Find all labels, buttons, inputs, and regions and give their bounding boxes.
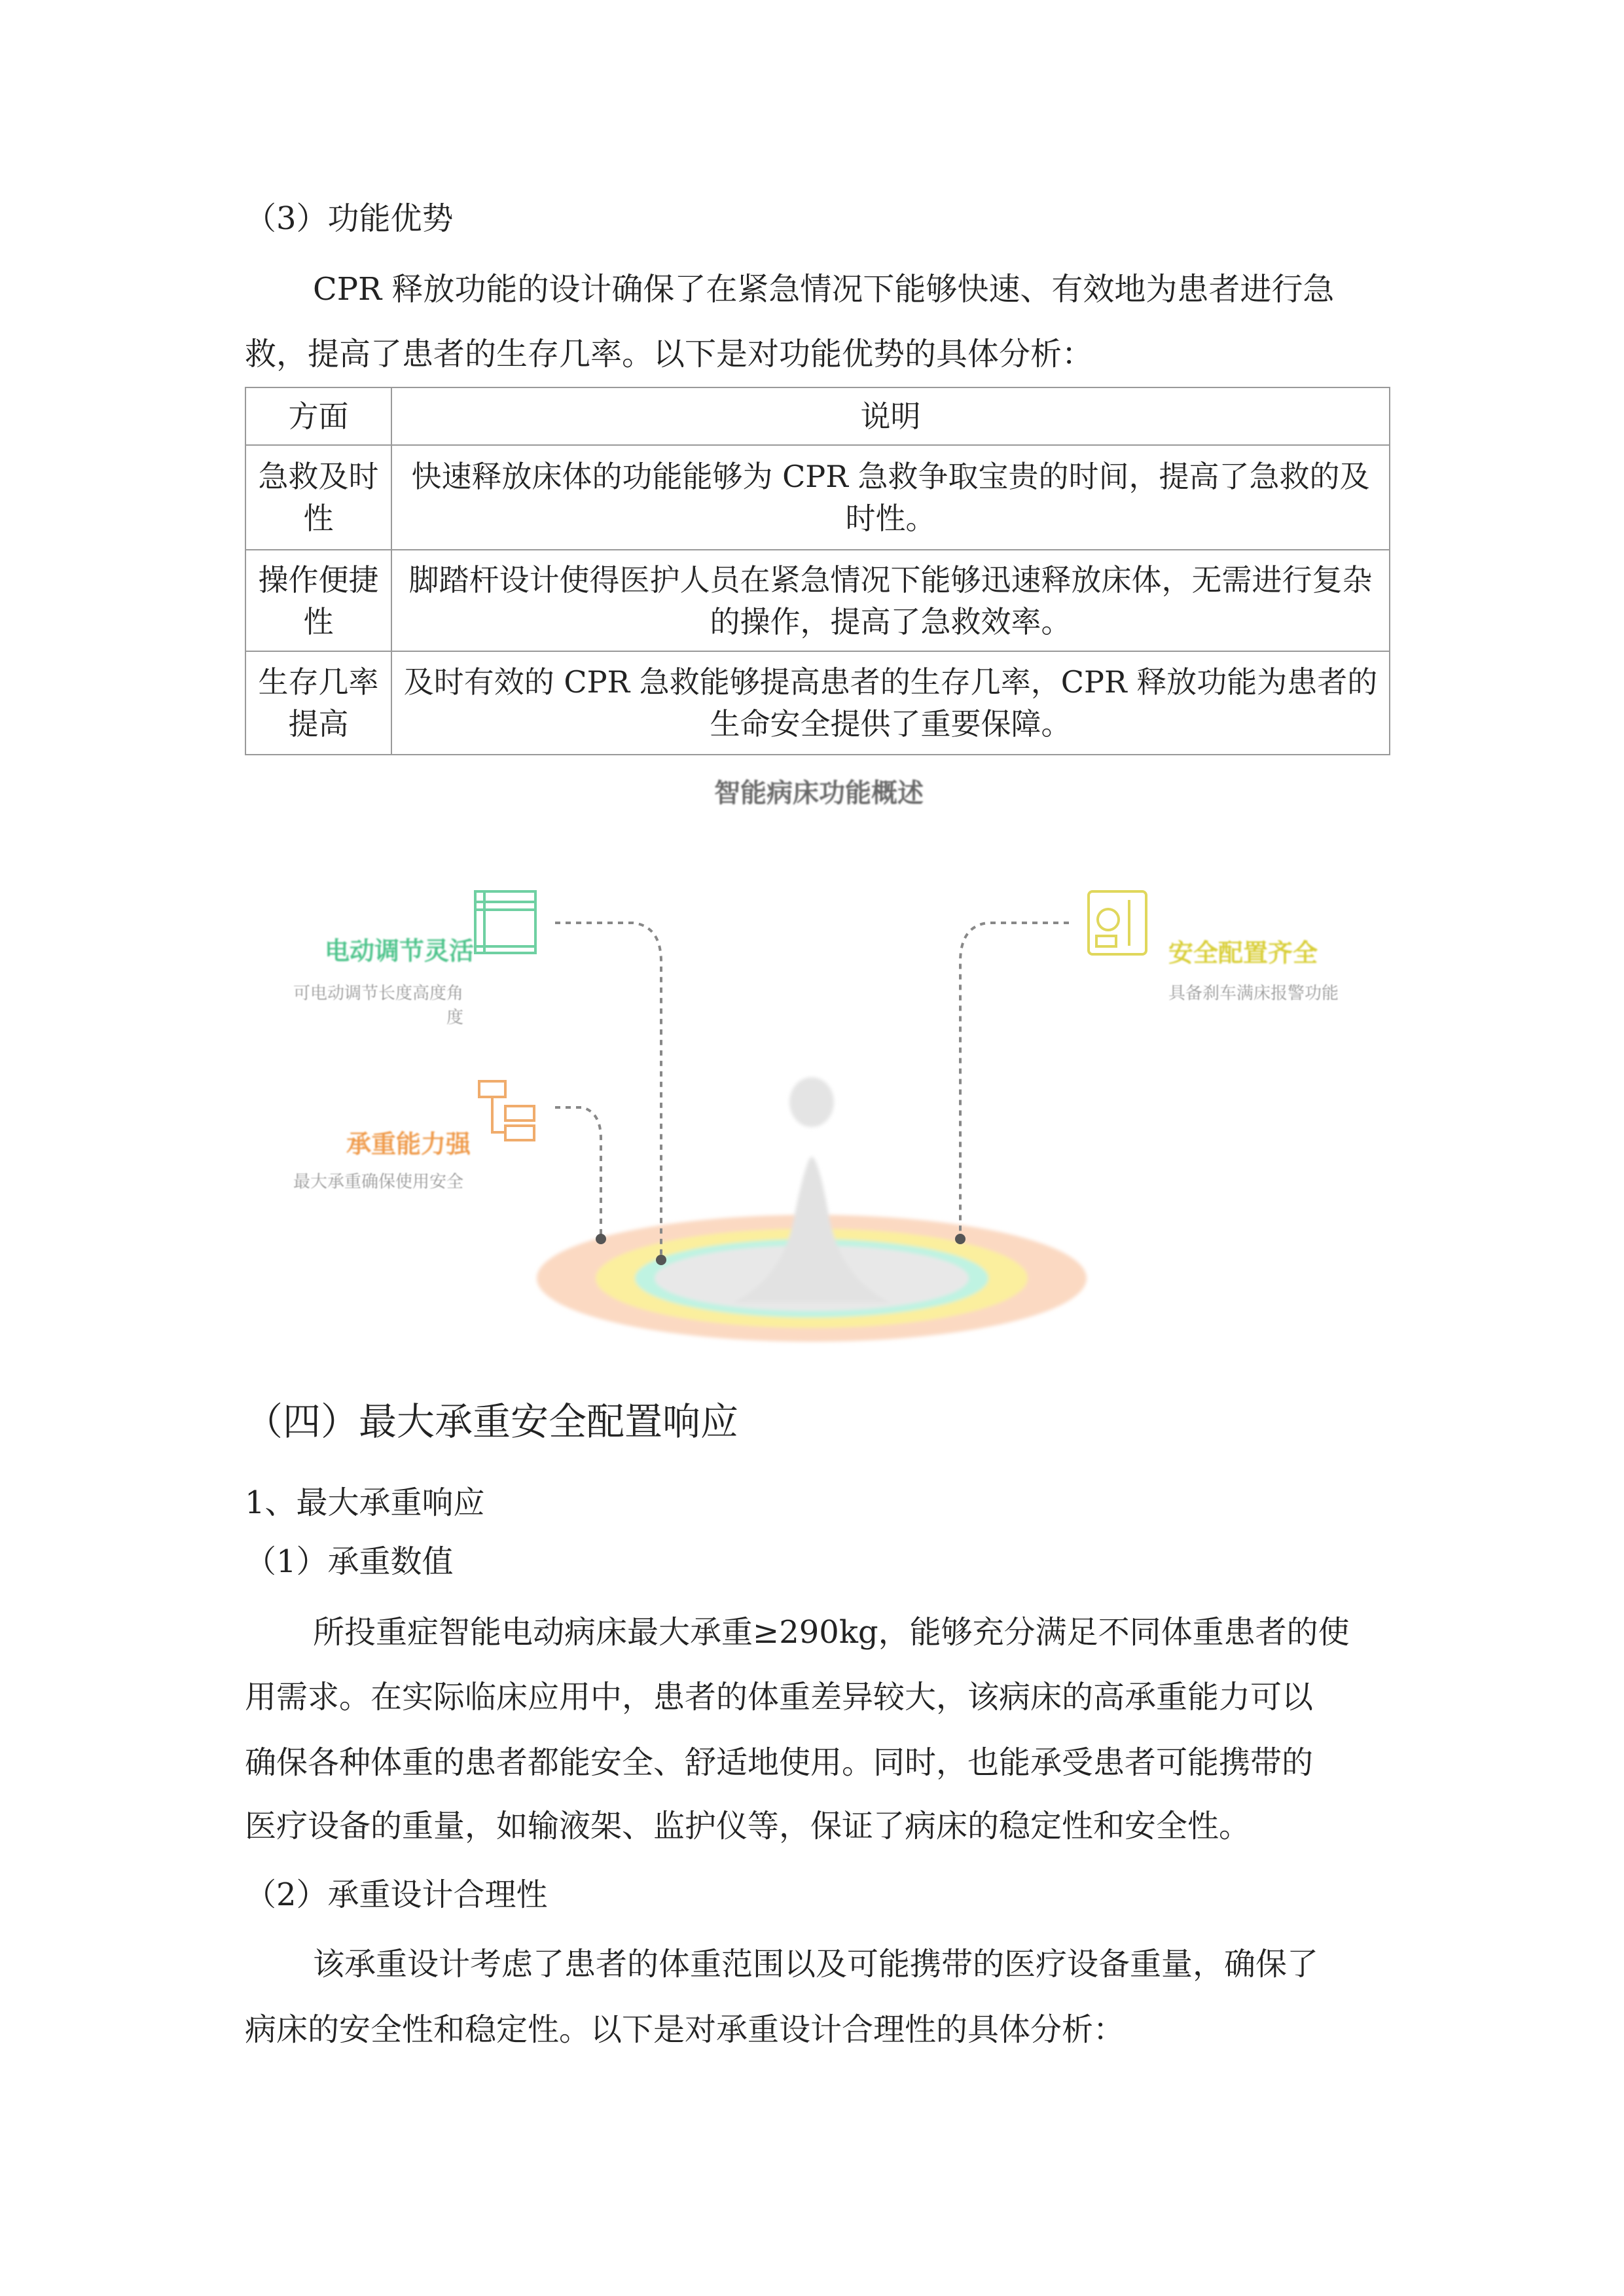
- paragraph-line: 所投重症智能电动病床最大承重≥290kg，能够充分满足不同体重患者的使: [313, 1614, 1350, 1651]
- feature-title-electric: 电动调节灵活: [324, 937, 474, 965]
- feature-desc-load: 最大承重确保使用安全: [293, 1172, 463, 1192]
- table-cell: 脚踏杆设计使得医护人员在紧急情况下能够迅速释放床体，无需进行复杂的操作，提高了急救效率。: [391, 550, 1390, 651]
- item-heading: （2）承重设计合理性: [245, 1876, 548, 1913]
- diagram-title: 智能病床功能概述: [714, 778, 924, 808]
- table-cell: 急救及时性: [245, 445, 391, 550]
- subsection-heading: 1、最大承重响应: [245, 1484, 485, 1521]
- base-rings: [537, 1077, 1087, 1342]
- chapter-heading: （四）最大承重安全配置响应: [245, 1399, 739, 1444]
- figure-head: [789, 1077, 834, 1127]
- paragraph-line: 救，提高了患者的生存几率。以下是对功能优势的具体分析：: [245, 336, 1094, 372]
- feature-title-safety: 安全配置齐全: [1168, 939, 1318, 967]
- panel-icon: [475, 891, 535, 953]
- paragraph-line: 病床的安全性和稳定性。以下是对承重设计合理性的具体分析：: [245, 2011, 1125, 2048]
- feature-desc-electric: 可电动调节长度高度角: [293, 984, 463, 1003]
- table-cell: 生存几率提高: [245, 651, 391, 755]
- table-cell: 操作便捷性: [245, 550, 391, 651]
- feature-desc-electric-2: 度: [446, 1008, 463, 1028]
- item-heading: （1）承重数值: [245, 1543, 454, 1580]
- header-cell: 方面: [245, 387, 391, 445]
- safety-device-icon: [1089, 891, 1146, 954]
- section-heading: （3）功能优势: [245, 200, 454, 237]
- stacked-boxes-icon: [479, 1081, 534, 1140]
- paragraph-line: CPR 释放功能的设计确保了在紧急情况下能够快速、有效地为患者进行急: [313, 271, 1335, 308]
- header-cell: 说明: [391, 387, 1390, 445]
- paragraph-line: 确保各种体重的患者都能安全、舒适地使用。同时，也能承受患者可能携带的: [245, 1744, 1314, 1781]
- feature-desc-safety: 具备刹车满床报警功能: [1168, 984, 1339, 1003]
- paragraph-line: 用需求。在实际临床应用中，患者的体重差异较大，该病床的高承重能力可以: [245, 1679, 1314, 1715]
- feature-title-load: 承重能力强: [346, 1130, 471, 1158]
- paragraph-line: 医疗设备的重量，如输液架、监护仪等，保证了病床的稳定性和安全性。: [245, 1808, 1251, 1844]
- paragraph-line: 该承重设计考虑了患者的体重范围以及可能携带的医疗设备重量，确保了: [313, 1946, 1319, 1982]
- table-cell: 快速释放床体的功能能够为 CPR 急救争取宝贵的时间，提高了急救的及时性。: [391, 445, 1390, 550]
- table-cell: 及时有效的 CPR 急救能够提高患者的生存几率，CPR 释放功能为患者的生命安全提供了重要保障。: [391, 651, 1390, 755]
